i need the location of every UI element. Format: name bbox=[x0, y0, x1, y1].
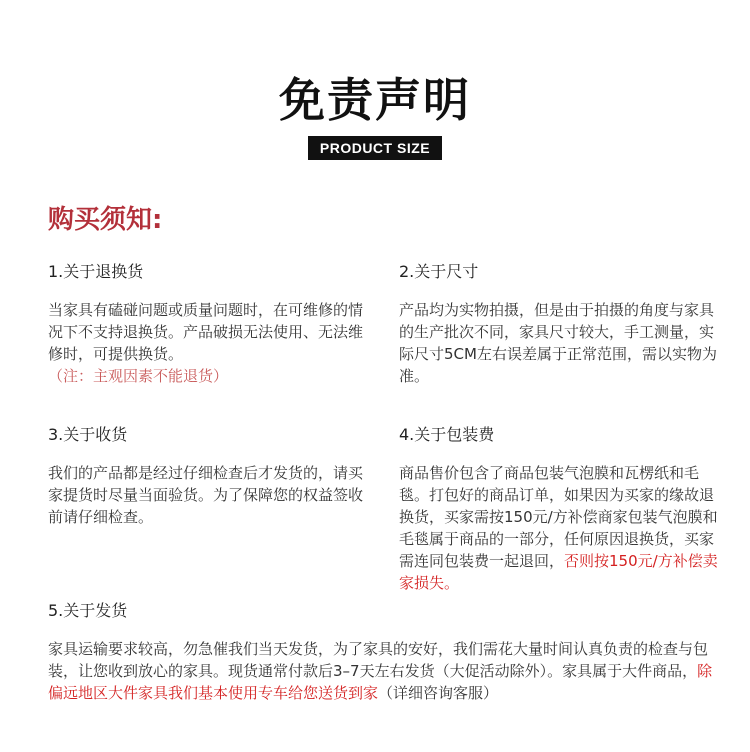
section-title: 1.关于退换货 bbox=[48, 262, 144, 281]
section-body-text: 家具运输要求较高，勿急催我们当天发货，为了家具的安好，我们需花大量时间认真负责的检查与包装，让您收到放心的家具。现货通常付款后3–7天左右发货（大促活动除外）。家具属于大件商品， bbox=[48, 640, 709, 680]
notice-heading: 购买须知: bbox=[48, 205, 163, 235]
section-note: （注：主观因素不能退货） bbox=[48, 367, 229, 385]
section-body-text: 商品售价包含了商品包装气泡膜和瓦楞纸和毛毯。打包好的商品订单，如果因为买家的缘故退换货，买家需按150元/方补偿商家包装气泡膜和毛毯属于商品的一部分，任何原因退换货，买家需连同包装费一起退回， bbox=[399, 464, 718, 570]
section-body: 当家具有磕碰问题或质量问题时，在可维修的情况下不支持退换货。产品破损无法使用、无法维修时，可提供换货。 bbox=[48, 301, 364, 363]
section-highlight: 除偏远地区大件家具我们基本使用专车给您送货到家 bbox=[48, 662, 713, 702]
section-highlight: 否则按150元/方补偿卖家损失。 bbox=[399, 552, 718, 592]
section-receiving bbox=[48, 424, 370, 528]
page-title: 免责声明 bbox=[279, 73, 471, 127]
section-body: 产品均为实物拍摄，但是由于拍摄的角度与家具的生产批次不同，家具尺寸较大，手工测量，实际尺寸5CM左右误差属于正常范围，需以实物为准。 bbox=[399, 301, 717, 385]
section-body bbox=[48, 638, 720, 704]
section-title: 2.关于尺寸 bbox=[399, 262, 479, 281]
section-body-text-after: （详细咨询客服） bbox=[378, 684, 499, 702]
section-title: 4.关于包装费 bbox=[399, 425, 495, 444]
section-returns bbox=[48, 261, 370, 387]
section-shipping bbox=[48, 600, 720, 704]
section-body bbox=[399, 462, 721, 594]
section-title: 5.关于发货 bbox=[48, 601, 128, 620]
section-title: 3.关于收货 bbox=[48, 425, 128, 444]
header bbox=[0, 70, 750, 160]
page-subtitle-badge: PRODUCT SIZE bbox=[308, 136, 442, 160]
section-body: 我们的产品都是经过仔细检查后才发货的，请买家提货时尽量当面验货。为了保障您的权益签收前请仔细检查。 bbox=[48, 464, 364, 526]
section-size bbox=[399, 261, 721, 387]
section-packaging-fee bbox=[399, 424, 721, 594]
